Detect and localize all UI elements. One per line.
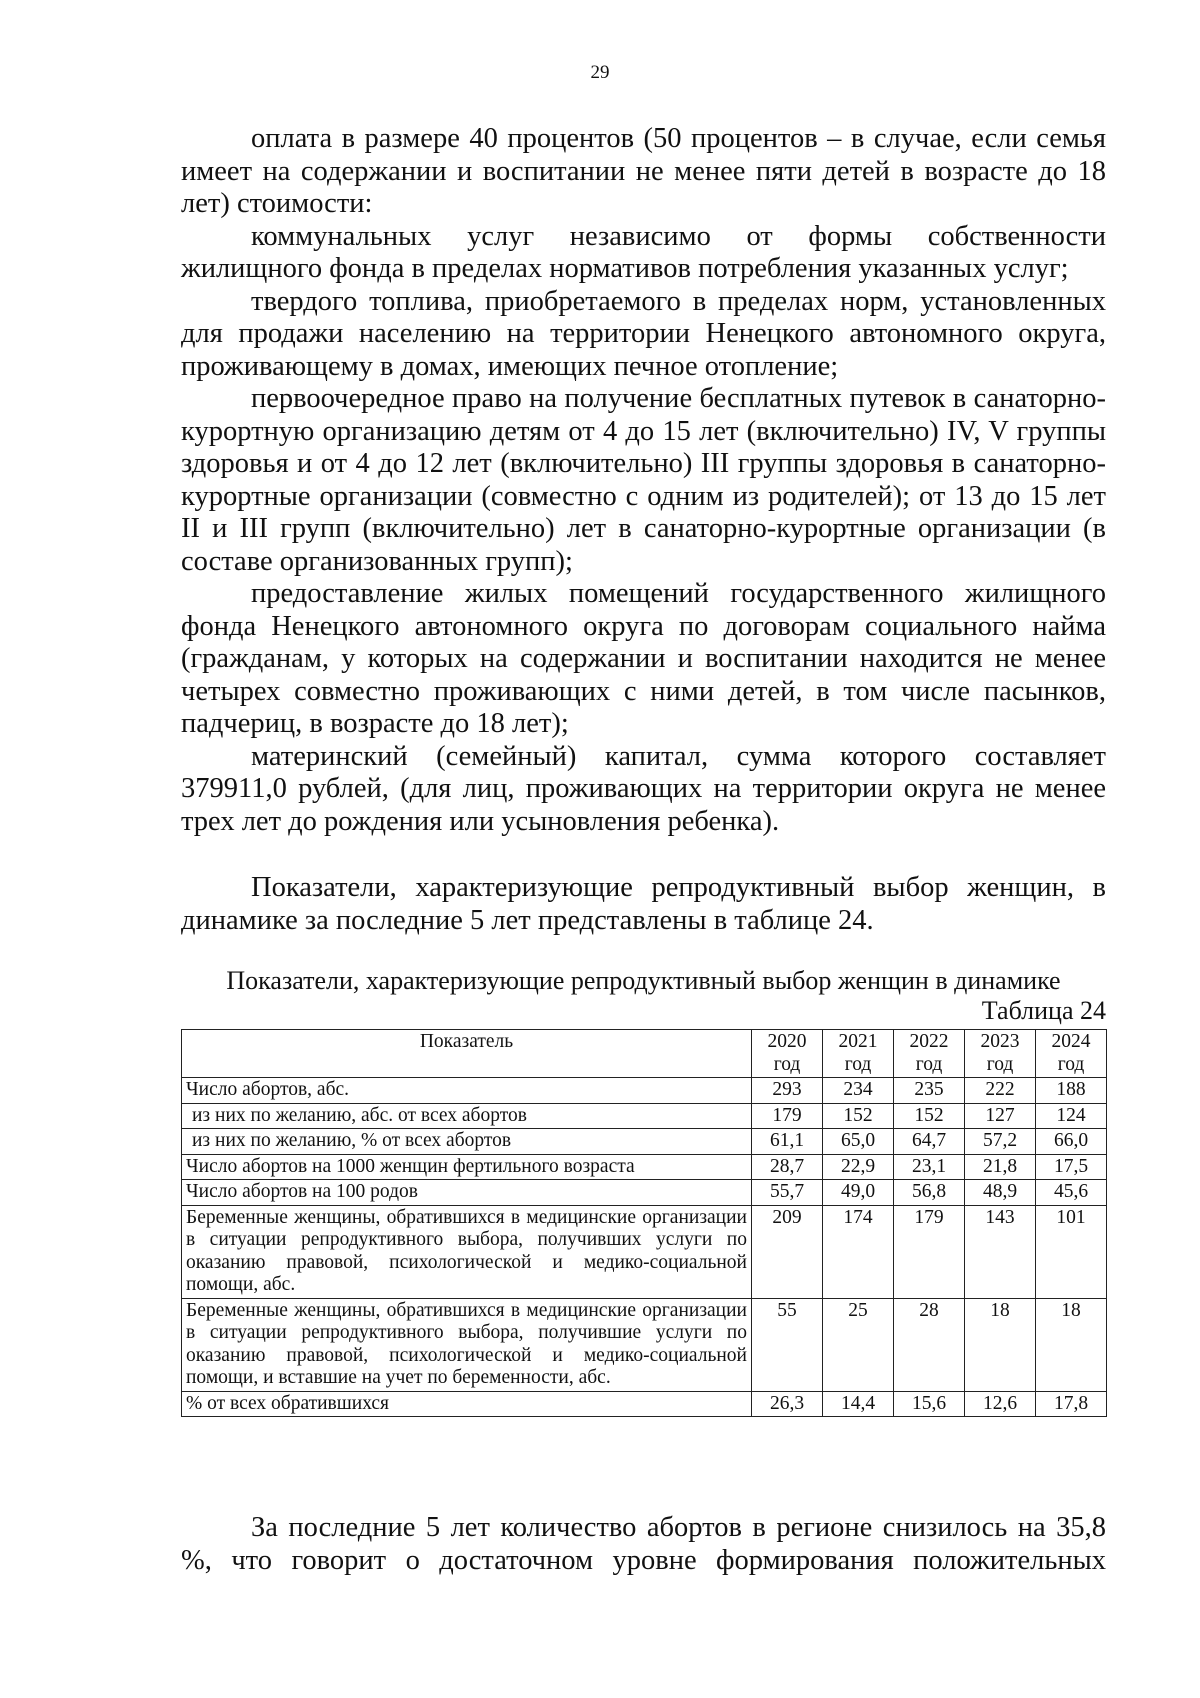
row-value: 17,8 (1036, 1391, 1107, 1417)
row-value: 17,5 (1036, 1154, 1107, 1180)
table-row (182, 1103, 1107, 1129)
paragraph-payment: оплата в размере 40 процентов (50 процентов – в случае, если семья имеет на содержании и воспитании не менее пяти детей в возрасте до 18 лет) стоимости: (181, 123, 1106, 219)
row-indicator: Беременные женщины, обратившихся в медицинские организации в ситуации репродуктивного выбора, получивших услуги по оказанию правовой, психологической и медико-социальной помощи, абс. (182, 1205, 752, 1298)
header-year: 2020 год (752, 1030, 823, 1078)
indicators-table (181, 1029, 1107, 1417)
paragraph-table-intro: Показатели, характеризующие репродуктивный выбор женщин, в динамике за последние 5 лет представлены в таблице 24. (181, 872, 1106, 936)
header-year: 2024 год (1036, 1030, 1107, 1078)
row-indicator: из них по желанию, % от всех абортов (182, 1129, 752, 1155)
row-value: 45,6 (1036, 1180, 1107, 1206)
row-value: 14,4 (823, 1391, 894, 1417)
table-row (182, 1078, 1107, 1104)
table-row (182, 1180, 1107, 1206)
row-value: 48,9 (965, 1180, 1036, 1206)
row-indicator: Число абортов, абс. (182, 1078, 752, 1104)
row-value: 174 (823, 1205, 894, 1298)
row-value: 21,8 (965, 1154, 1036, 1180)
paragraph-maternity-capital: материнский (семейный) капитал, сумма которого составляет 379911,0 рублей, (для лиц, проживающих на территории округа не менее трех лет до рождения или усыновления ребенка). (181, 740, 1106, 837)
row-indicator: из них по желанию, абс. от всех абортов (182, 1103, 752, 1129)
body-text (181, 123, 1106, 937)
table-row (182, 1298, 1107, 1391)
row-value: 55 (752, 1298, 823, 1391)
header-year: 2021 год (823, 1030, 894, 1078)
page-number: 29 (590, 62, 610, 83)
table-label: Таблица 24 (981, 996, 1106, 1025)
table-title: Показатели, характеризующие репродуктивный выбор женщин в динамике (226, 966, 1061, 995)
row-indicator: % от всех обратившихся (182, 1391, 752, 1417)
table-row (182, 1391, 1107, 1417)
header-year: 2023 год (965, 1030, 1036, 1078)
row-value: 61,1 (752, 1129, 823, 1155)
row-value: 152 (823, 1103, 894, 1129)
row-value: 18 (1036, 1298, 1107, 1391)
row-value: 64,7 (894, 1129, 965, 1155)
row-value: 235 (894, 1078, 965, 1104)
row-value: 66,0 (1036, 1129, 1107, 1155)
paragraph-utilities: коммунальных услуг независимо от формы собственности жилищного фонда в пределах нормативов потребления указанных услуг; (181, 220, 1106, 284)
row-value: 234 (823, 1078, 894, 1104)
row-indicator: Число абортов на 100 родов (182, 1180, 752, 1206)
row-value: 293 (752, 1078, 823, 1104)
closing-text (181, 1512, 1106, 1577)
row-value: 15,6 (894, 1391, 965, 1417)
paragraph-closing: За последние 5 лет количество абортов в регионе снизилось на 35,8 %, что говорит о достаточном уровне формирования положительных (181, 1512, 1106, 1576)
row-value: 124 (1036, 1103, 1107, 1129)
row-indicator: Беременные женщины, обратившихся в медицинские организации в ситуации репродуктивного выбора, получившие услуги по оказанию правовой, психологической и медико-социальной помощи, и вставшие на учет по беременности, абс. (182, 1298, 752, 1391)
row-value: 65,0 (823, 1129, 894, 1155)
paragraph-fuel: твердого топлива, приобретаемого в пределах норм, установленных для продажи населению на территории Ненецкого автономного округа, проживающему в домах, имеющих печное отопление; (181, 285, 1106, 382)
row-value: 26,3 (752, 1391, 823, 1417)
row-value: 127 (965, 1103, 1036, 1129)
header-indicator: Показатель (182, 1030, 752, 1078)
row-value: 222 (965, 1078, 1036, 1104)
row-value: 179 (894, 1205, 965, 1298)
row-value: 209 (752, 1205, 823, 1298)
paragraph-housing: предоставление жилых помещений государственного жилищного фонда Ненецкого автономного округа по договорам социального найма (гражданам, у которых на содержании и воспитании находится не менее четырех совместно проживающих с ними детей, в том числе пасынков, падчериц, в возрасте до 18 лет); (181, 578, 1106, 739)
row-value: 179 (752, 1103, 823, 1129)
row-value: 55,7 (752, 1180, 823, 1206)
row-value: 25 (823, 1298, 894, 1391)
header-year: 2022 год (894, 1030, 965, 1078)
row-value: 18 (965, 1298, 1036, 1391)
paragraph-sanatorium: первоочередное право на получение бесплатных путевок в санаторно-курортную организацию детям от 4 до 15 лет (включительно) IV, V группы здоровья и от 4 до 12 лет (включительно) III группы здоровья в санаторно-курортные организации (совместно с одним из родителей); от 13 до 15 лет II и III групп (включительно) лет в санаторно-курортные организации (в составе организованных групп); (181, 383, 1106, 577)
row-value: 57,2 (965, 1129, 1036, 1155)
table-row (182, 1205, 1107, 1298)
row-value: 152 (894, 1103, 965, 1129)
row-value: 143 (965, 1205, 1036, 1298)
table-header-row (182, 1030, 1107, 1078)
row-value: 49,0 (823, 1180, 894, 1206)
table-row (182, 1154, 1107, 1180)
row-indicator: Число абортов на 1000 женщин фертильного возраста (182, 1154, 752, 1180)
table-row (182, 1129, 1107, 1155)
row-value: 101 (1036, 1205, 1107, 1298)
row-value: 28 (894, 1298, 965, 1391)
row-value: 12,6 (965, 1391, 1036, 1417)
row-value: 188 (1036, 1078, 1107, 1104)
row-value: 23,1 (894, 1154, 965, 1180)
row-value: 22,9 (823, 1154, 894, 1180)
paragraph-gap (181, 838, 1106, 872)
row-value: 28,7 (752, 1154, 823, 1180)
row-value: 56,8 (894, 1180, 965, 1206)
